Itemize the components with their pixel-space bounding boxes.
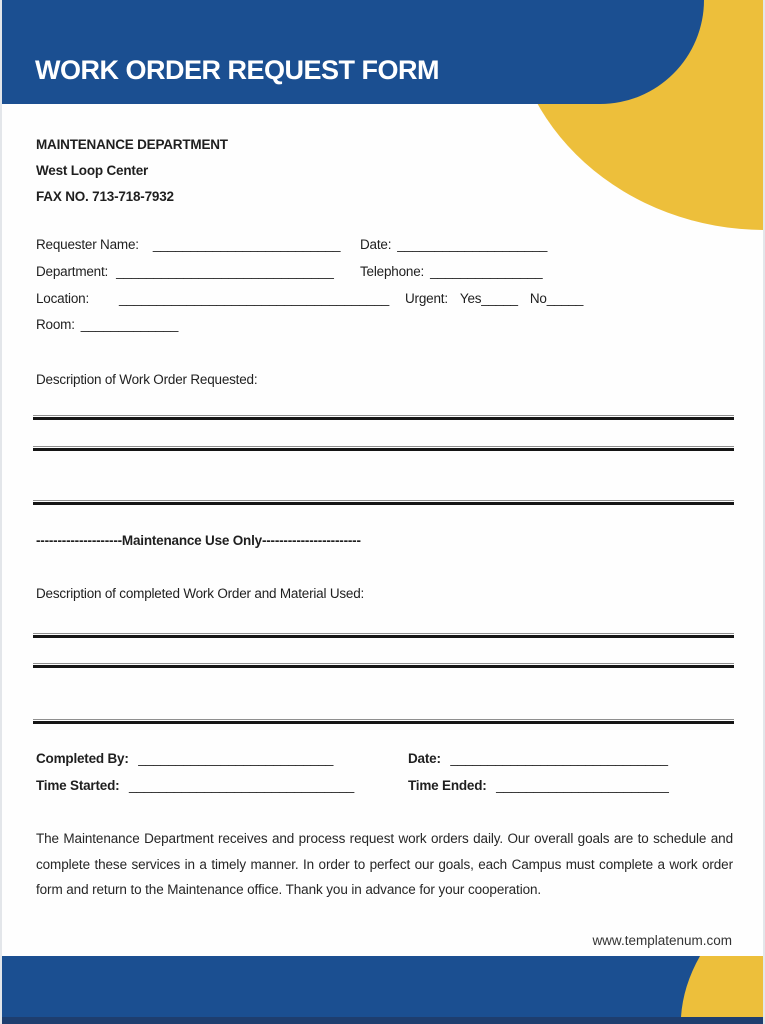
location-line[interactable]: ____________________________________ [119,291,390,306]
completion-date-line[interactable]: _____________________________ [450,751,669,766]
urgent-yes-option[interactable]: Yes_____ [459,291,518,306]
time-started-line[interactable]: ______________________________ [129,778,355,793]
field-row-times [36,778,732,793]
page-title: WORK ORDER REQUEST FORM [35,55,439,85]
telephone-field [360,264,732,279]
bottom-edge-strip [0,1017,765,1024]
completion-date-label: Date: [408,751,441,766]
maintenance-note: The Maintenance Department receives and process request work orders daily. Our overall goals are to schedule and complete these services in a timely manner. In order to perfect our goals, each Campus must complete a work order form and return to the Maintenance office. Thank you in advance for your cooperation. [36,831,733,897]
location-label: Location: [36,291,89,306]
write-line-rule[interactable] [33,415,734,420]
completed-by-line[interactable]: __________________________ [138,751,334,766]
urgent-no-option[interactable]: No_____ [529,291,584,306]
page-left-edge [0,0,2,1024]
write-line-rule[interactable] [33,633,734,638]
field-row-location-urgent [36,291,732,306]
field-row-completedby-date [36,751,732,766]
org-center: West Loop Center [36,163,149,178]
date-field [360,237,732,252]
write-line-rule[interactable] [33,663,734,668]
footer-band [0,956,765,1024]
completed-by-field [36,751,408,766]
requester-name-label: Requester Name: [36,237,139,252]
write-line-rule[interactable] [33,500,734,505]
requester-name-line[interactable]: _________________________ [152,237,341,252]
write-line-rule[interactable] [33,446,734,451]
completed-description-label: Description of completed Work Order and Material Used: [36,586,365,601]
date-label: Date: [360,237,392,252]
department-line[interactable]: _____________________________ [116,264,334,279]
department-label: Department: [36,264,109,279]
urgent-field [360,291,732,306]
time-ended-line[interactable]: _______________________ [496,778,669,793]
website-text: www.templatenum.com [592,933,732,948]
bottom-right-yellow-shape [0,956,765,1024]
time-started-label: Time Started: [36,778,120,793]
request-description-label: Description of Work Order Requested: [36,372,258,387]
time-ended-field [408,778,732,793]
requester-name-field [36,237,360,252]
field-row-room [36,317,732,332]
urgent-label: Urgent: [405,291,448,306]
telephone-line[interactable]: _______________ [430,264,543,279]
header-band [0,0,704,104]
org-info [36,132,228,210]
field-row-department-telephone [36,264,732,279]
date-line[interactable]: ____________________ [397,237,548,252]
org-fax: FAX NO. 713-718-7932 [36,189,174,204]
room-line[interactable]: _____________ [80,317,179,332]
time-started-field [36,778,408,793]
field-row-requester-date [36,237,732,252]
completed-by-label: Completed By: [36,751,129,766]
completion-date-field [408,751,732,766]
maintenance-use-only-divider: --------------------Maintenance Use Only----------------------- [36,533,361,548]
write-line-rule[interactable] [33,719,734,724]
room-field [36,317,360,332]
org-department: MAINTENANCE DEPARTMENT [36,137,228,152]
location-field [36,291,390,306]
telephone-label: Telephone: [360,264,425,279]
time-ended-label: Time Ended: [408,778,487,793]
room-label: Room: [36,317,75,332]
department-field [36,264,360,279]
